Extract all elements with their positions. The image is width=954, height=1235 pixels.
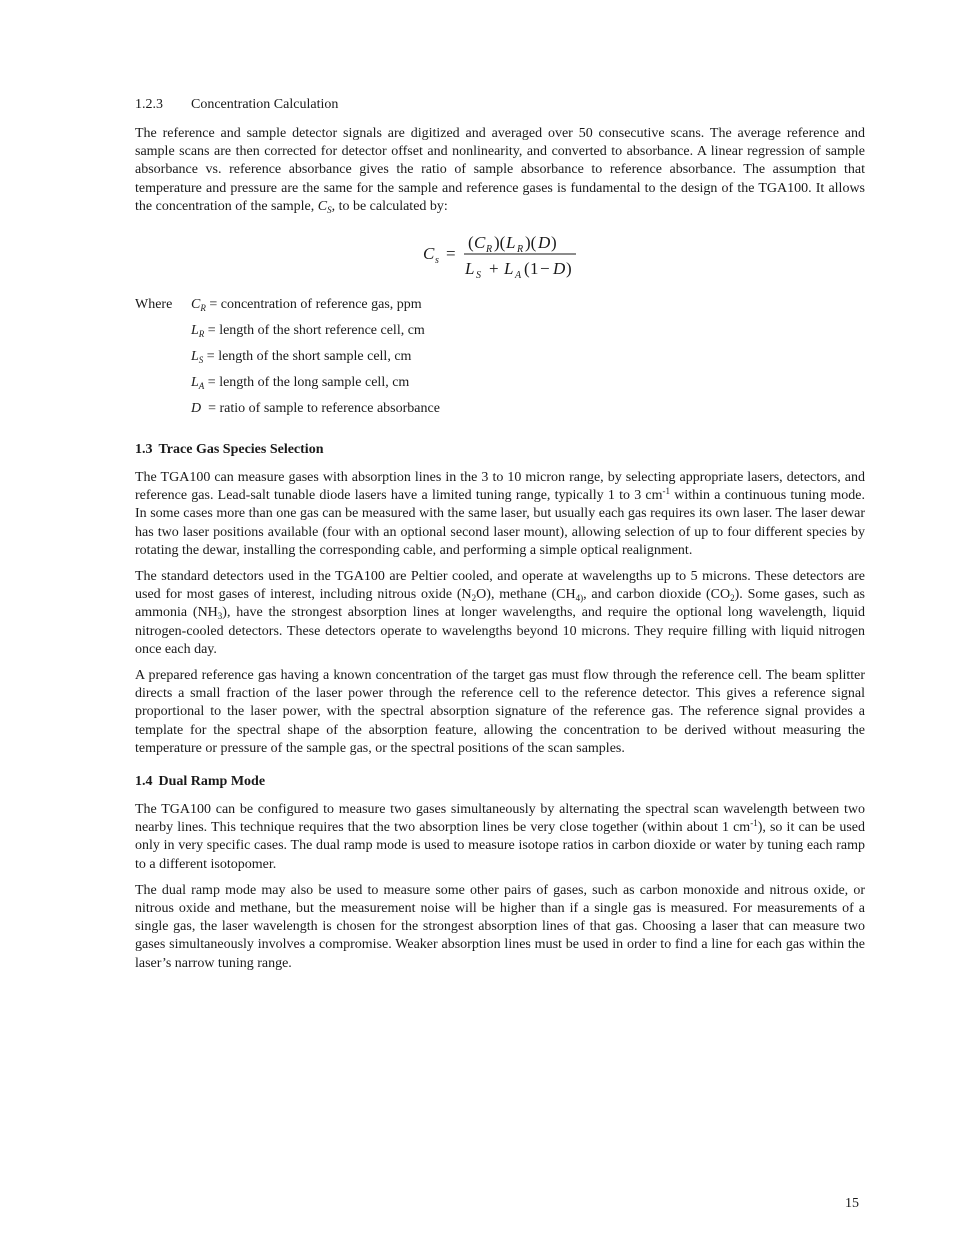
formula-num-c-sub: R xyxy=(486,244,493,256)
concentration-formula xyxy=(135,224,865,286)
section-heading-1-4 xyxy=(135,773,865,791)
page-content xyxy=(135,96,865,981)
definition-row: $L_S$ = length of the short sample cell, cm xyxy=(191,349,412,366)
definition-row: Where $C_R$ = concentration of reference gas, ppm xyxy=(135,296,865,322)
formula-den-ls-sub: S xyxy=(476,270,481,282)
formula-den-la-sub: A xyxy=(515,270,522,282)
variable-definitions xyxy=(135,296,865,426)
section-title: Trace Gas Species Selection xyxy=(158,442,324,458)
paragraph-reference-gas: A prepared reference gas having a known concentration of the target gas must flow through the reference cell. The beam splitter directs a small fraction of the laser power through the reference cell to the reference detector. This gives a reference signal proportional to the laser power, with the spectral absorption signature of the reference gas. The reference signal provides a template for the spectral shape of the absorption feature, allowing the concentration to be derived without measuring the temperature or pressure of the sample gas, or the spectral positions of the scan samples. xyxy=(135,668,865,756)
formula-den-ls: L xyxy=(465,259,475,279)
paragraph-detectors: The standard detectors used in the TGA100 are Peltier cooled, and operate at wavelengths up to 5 microns. These detectors are used for most gases of interest, including nitrous oxide $(N_2O)$, methane ($CH_{4)}$, and carbon dioxide $(CO_2)$. Some gases, such as ammonia $(NH_3)$, have the strongest absorption lines at longer wavelengths, and require the optional long wavelength, liquid nitrogen-cooled detectors. These detectors operate to wavelengths beyond 10 microns. They require filling with liquid nitrogen once each day. xyxy=(135,569,865,657)
paragraph-species-selection: The TGA100 can measure gases with absorption lines in the 3 to 10 micron range, by selecting appropriate lasers, detectors, and reference gas. Lead-salt tunable diode lasers have a limited tuning range, typically 1 to 3 $cm^{-1}$ within a continuous tuning mode. In some cases more than one gas can be measured with the same laser, but usually each gas requires its own laser. The laser dewar has two laser positions available (four with an optional second laser mount), allowing selection of up to four different species by rotating the dewar, installing the corresponding cable, and performing a simple optical realignment. xyxy=(135,470,865,558)
formula-den-la: L xyxy=(504,259,514,279)
page-number: 15 xyxy=(845,1196,859,1211)
formula-minus: − xyxy=(540,259,550,279)
paragraph-dual-ramp-pairs: The dual ramp mode may also be used to measure some other pairs of gases, such as carbon monoxide and nitrous oxide, or nitrous oxide and methane, but the measurement noise will be higher than if a single gas is measured. For measurements of a single gas, the laser wavelength is chosen for the strongest absorption lines of that gas. Choosing a laser that can measure two gases simultaneously involves a compromise. Weaker absorption lines must be used in order to find a line for each gas within the laser’s narrow tuning range. xyxy=(135,882,865,971)
formula-one: 1 xyxy=(530,259,539,279)
formula-num-d: D xyxy=(538,233,551,253)
formula-num-l-sub: R xyxy=(517,244,524,256)
formula-graphic xyxy=(420,224,600,286)
where-label: Where xyxy=(135,297,173,313)
definition-row: D = ratio of sample to reference absorbance xyxy=(191,401,440,417)
formula-plus: + xyxy=(489,259,499,279)
section-heading-1-3 xyxy=(135,441,865,459)
svg-text:(: ( xyxy=(524,259,530,279)
formula-num-l: L xyxy=(506,233,516,253)
paragraph-concentration-intro: The reference and sample detector signals are digitized and averaged over 50 consecutive scans. The average reference and sample scans are then corrected for detector offset and nonlinearity, and converted to absorbance. A linear regression of sample absorbance vs. reference absorbance gives the ratio of sample absorbance to reference absorbance. The assumption that temperature and pressure are the same for the sample and reference gases is fundamental to the design of the TGA100. It allows the concentration of the sample, $C_S$, to be calculated by: xyxy=(135,126,865,215)
definition-row: $L_A$ = length of the long sample cell, cm xyxy=(191,375,410,392)
formula-den-d: D xyxy=(553,259,566,279)
svg-text:): ) xyxy=(566,259,572,279)
section-title: Dual Ramp Mode xyxy=(158,774,266,790)
definition-row: $L_R$ = length of the short reference cell, cm xyxy=(191,323,425,340)
formula-lhs: C xyxy=(423,244,435,264)
section-number: 1.4 xyxy=(135,774,153,790)
svg-text:)(: )( xyxy=(494,233,506,253)
section-number: 1.2.3 xyxy=(135,97,163,112)
section-number: 1.3 xyxy=(135,442,153,458)
svg-text:): ) xyxy=(551,233,557,253)
section-heading-1-2-3 xyxy=(135,96,865,114)
formula-num-c: C xyxy=(474,233,486,253)
paragraph-dual-ramp-intro: The TGA100 can be configured to measure two gases simultaneously by alternating the spectral scan wavelength between two nearby lines. This technique requires that the two absorption lines be very close together (within about 1 $cm^{-1}$), so it can be used only in very specific cases. The dual ramp mode is used to measure isotope ratios in carbon dioxide or water by tuning each ramp to a different isotopomer. xyxy=(135,802,865,872)
svg-text:)(: )( xyxy=(525,233,537,253)
section-title: Concentration Calculation xyxy=(191,97,339,112)
formula-equals: = xyxy=(446,244,456,264)
svg-text:(: ( xyxy=(468,233,474,253)
formula-lhs-sub: s xyxy=(435,255,439,267)
